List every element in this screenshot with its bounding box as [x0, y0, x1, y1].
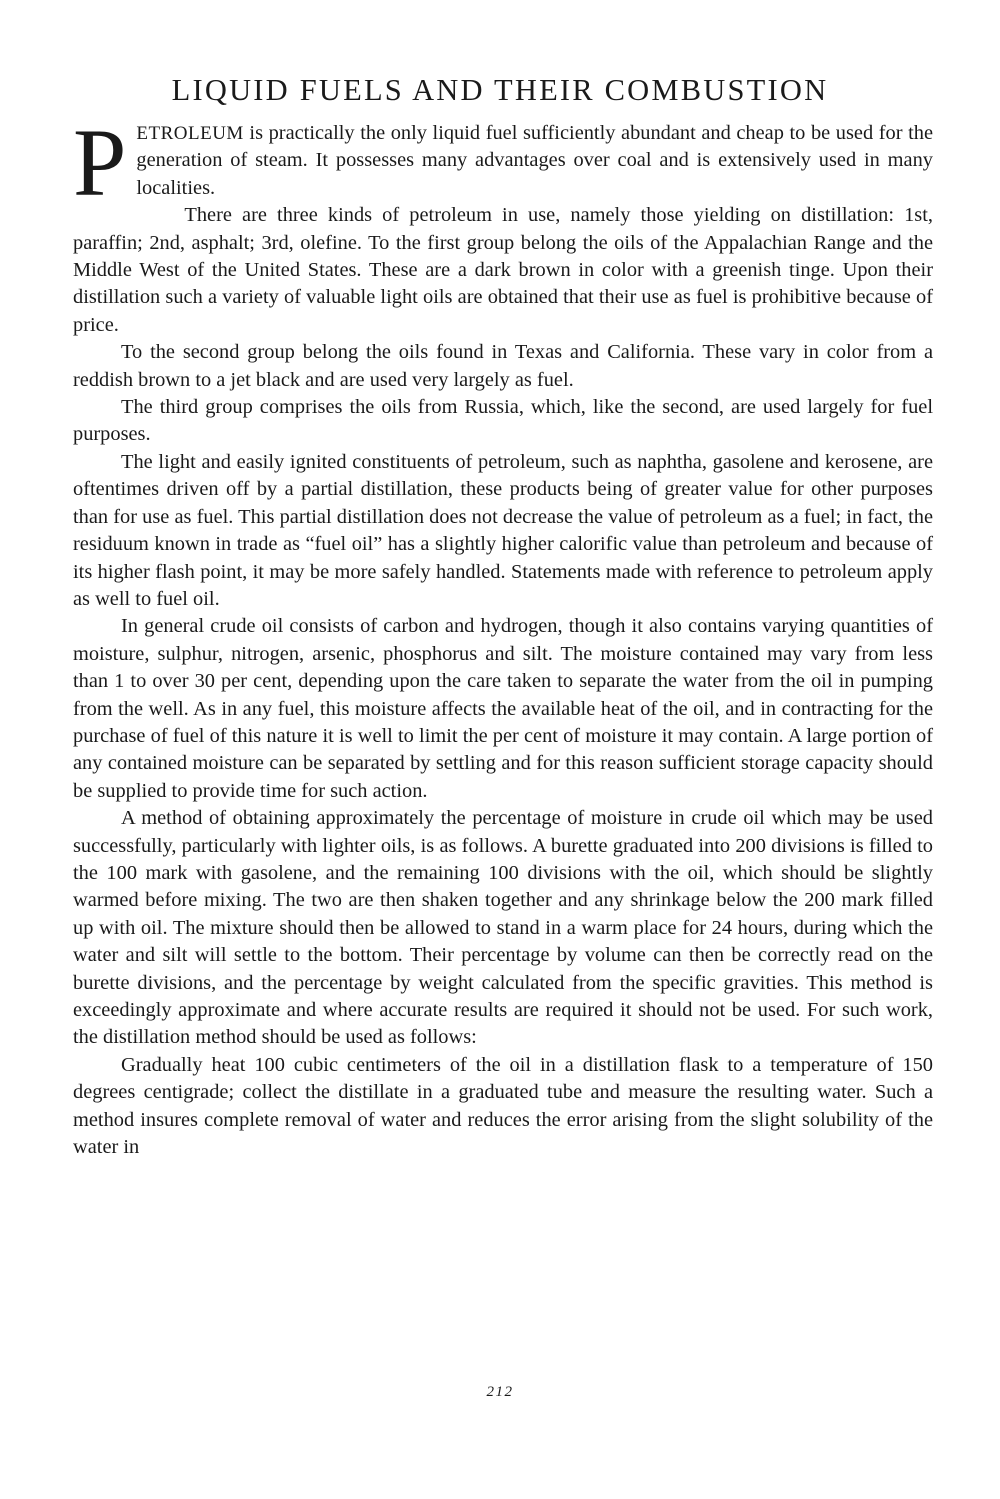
paragraph-5: The light and easily ignited constituents of petroleum, such as naphtha, gasolene and kerosene, are oftentimes driven off by a partial distillation, these products being of greater value for other purposes than for use as fuel. This partial distillation does not decrease the value of petroleum as a fuel; in fact, the residuum known in trade as “fuel oil” has a slightly higher calorific value than petroleum and because of its higher flash point, it may be more safely handled. Statements made with reference to petroleum apply as well to fuel oil. [73, 450, 933, 610]
paragraph-8: Gradually heat 100 cubic centimeters of the oil in a distillation flask to a temperature of 150 degrees centigrade; collect the distillate in a graduated tube and measure the resulting water. Such a method insures complete removal of water and reduces the error arising from the slight solubility of the water in [73, 1053, 933, 1159]
lead-word: ETROLEUM [136, 123, 244, 144]
paragraph-4: The third group comprises the oils from Russia, which, like the second, are used largely for fuel purposes. [73, 396, 933, 446]
chapter-title: LIQUID FUELS AND THEIR COMBUSTION [171, 73, 829, 107]
paragraph-7: A method of obtaining approximately the percentage of moisture in crude oil which may be used successfully, particularly with lighter oils, is as follows. A burette graduated into 200 divisions is filled to the 100 mark with gasolene, and the remaining 100 divisions with the oil, which should be slightly warmed before mixing. The two are then shaken together and any shrinkage below the 200 mark filled up with oil. The mixture should then be allowed to stand in a warm place for 24 hours, during which the water and silt will settle to the bottom. Their percentage by volume can then be correctly read on the burette divisions, and the percentage by weight calculated from the specific gravities. This method is exceedingly approximate and where accurate results are required it should not be used. For such work, the distillation method should be used as follows: [73, 807, 933, 1049]
paragraph-1-text: is practically the only liquid fuel sufficiently abundant and cheap to be used for the generation of steam. It possesses many advantages over coal and is extensively used in many localities. [136, 122, 933, 199]
paragraph-1 [73, 109, 933, 216]
paragraph-3: To the second group belong the oils found in Texas and California. These vary in color from a reddish brown to a jet black and are used very largely as fuel. [73, 341, 933, 391]
paragraph-6: In general crude oil consists of carbon and hydrogen, though it also contains varying quantities of moisture, sulphur, nitrogen, arsenic, phosphorus and silt. The moisture contained may vary from less than 1 to over 30 per cent, depending upon the care taken to separate the water from the oil in pumping from the well. As in any fuel, this moisture affects the available heat of the oil, and in contracting for the purchase of fuel of this nature it is well to limit the per cent of moisture it may contain. A large portion of any contained moisture can be separated by settling and for this reason sufficient storage capacity should be supplied to provide time for such action. [73, 615, 933, 802]
body-text [73, 109, 933, 1161]
paragraph-2: There are three kinds of petroleum in use, namely those yielding on distillation: 1st, paraffin; 2nd, asphalt; 3rd, olefine. To the first group belong the oils of the Appalachian Range and the Middle West of the United States. These are a dark brown in color with a greenish tinge. Upon their distillation such a variety of valuable light oils are obtained that their use as fuel is prohibitive because of price. [73, 204, 933, 336]
drop-cap: P [73, 109, 127, 216]
page-number: 212 [486, 1384, 514, 1400]
